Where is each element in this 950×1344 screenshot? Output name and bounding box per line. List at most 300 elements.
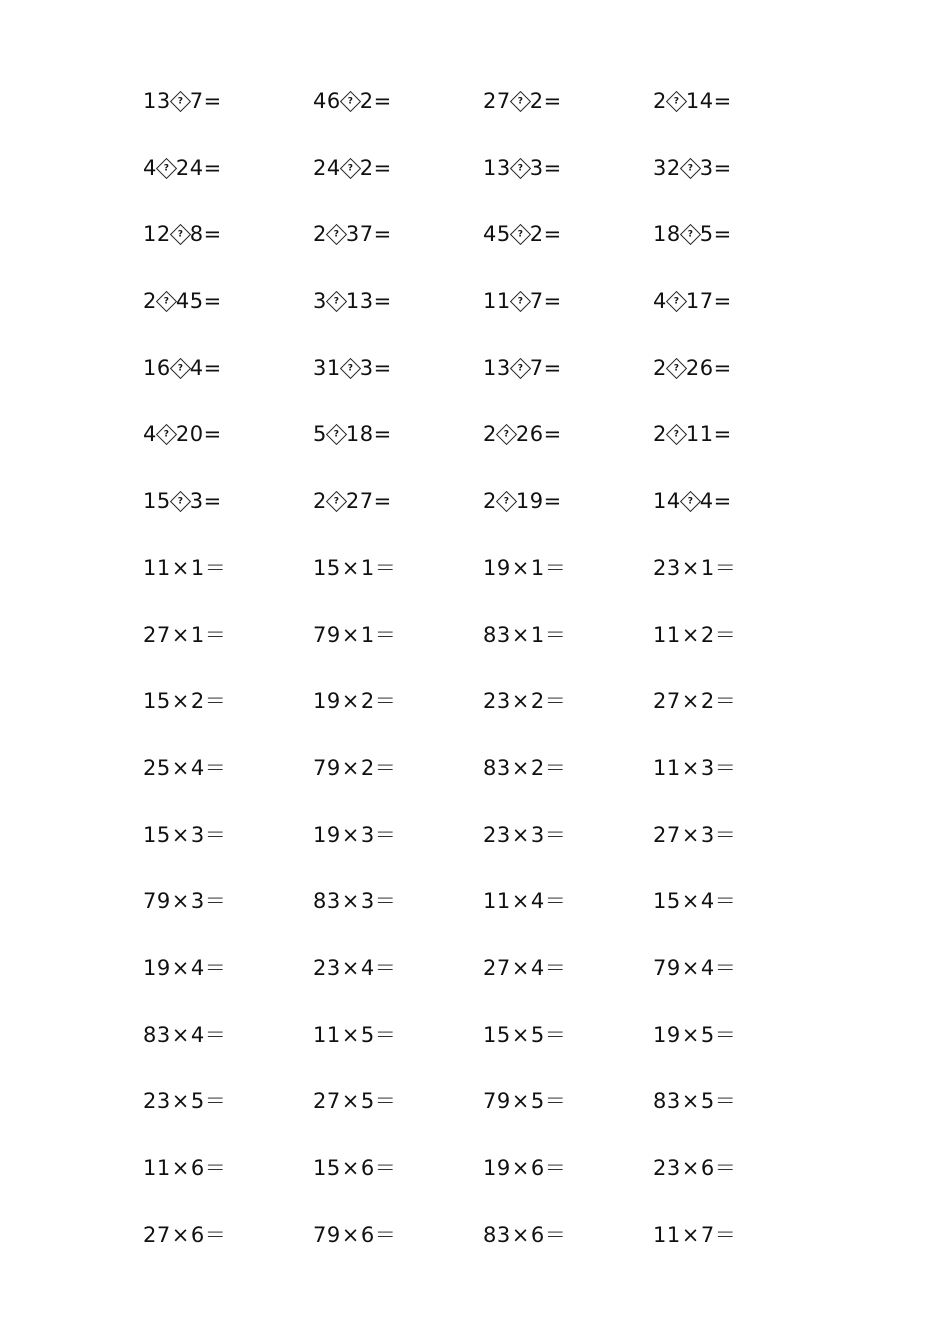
math-problem xyxy=(143,217,313,284)
math-problem xyxy=(313,951,483,1018)
operand-b: 3 xyxy=(360,822,375,847)
operand-b: 1 xyxy=(360,555,375,580)
math-problem xyxy=(653,551,823,618)
operand-b: 3 xyxy=(190,889,205,914)
operand-a: 32 xyxy=(653,155,681,180)
equals-sign: ＝ xyxy=(714,689,737,714)
unknown-operator-icon xyxy=(680,491,701,512)
operand-b: 3 xyxy=(700,755,715,780)
equals-sign: = xyxy=(713,222,732,247)
problem-grid xyxy=(143,84,823,1284)
equals-sign: ＝ xyxy=(374,955,397,980)
equals-sign: ＝ xyxy=(544,1222,567,1247)
unknown-operator-icon xyxy=(496,424,517,445)
operand-a: 23 xyxy=(483,822,511,847)
unknown-operator-icon xyxy=(326,424,347,445)
operand-a: 15 xyxy=(143,489,171,514)
math-problem xyxy=(313,618,483,685)
equals-sign: = xyxy=(543,422,562,447)
equals-sign: = xyxy=(543,155,562,180)
math-problem xyxy=(483,884,653,951)
operand-a: 27 xyxy=(143,622,171,647)
operand-b: 19 xyxy=(515,489,544,514)
equals-sign: = xyxy=(203,355,222,380)
math-problem xyxy=(653,884,823,951)
equals-sign: ＝ xyxy=(714,755,737,780)
equals-sign: ＝ xyxy=(714,889,737,914)
equals-sign: ＝ xyxy=(204,1089,227,1114)
equals-sign: ＝ xyxy=(374,822,397,847)
math-problem xyxy=(483,417,653,484)
operand-a: 2 xyxy=(313,222,327,247)
math-problem xyxy=(653,351,823,418)
operand-a: 23 xyxy=(313,955,341,980)
equals-sign: = xyxy=(373,422,392,447)
operand-b: 2 xyxy=(359,155,374,180)
operand-a: 4 xyxy=(143,155,157,180)
math-problem xyxy=(653,284,823,351)
operator: × xyxy=(341,1022,360,1047)
math-problem xyxy=(313,1218,483,1285)
operator: × xyxy=(341,755,360,780)
math-problem xyxy=(653,951,823,1018)
equals-sign: ＝ xyxy=(714,1022,737,1047)
operand-b: 7 xyxy=(700,1222,715,1247)
operand-b: 17 xyxy=(685,289,714,314)
unknown-operator-icon xyxy=(510,291,531,312)
equals-sign: = xyxy=(203,489,222,514)
operand-a: 79 xyxy=(313,1222,341,1247)
operand-a: 2 xyxy=(143,289,157,314)
operand-b: 5 xyxy=(530,1022,545,1047)
operand-a: 79 xyxy=(653,955,681,980)
unknown-operator-icon xyxy=(496,491,517,512)
math-problem xyxy=(313,1084,483,1151)
math-problem xyxy=(313,1151,483,1218)
math-problem xyxy=(483,351,653,418)
operand-b: 3 xyxy=(189,489,204,514)
operand-b: 7 xyxy=(189,89,204,113)
operand-a: 19 xyxy=(313,822,341,847)
equals-sign: ＝ xyxy=(204,955,227,980)
equals-sign: ＝ xyxy=(204,622,227,647)
operand-a: 11 xyxy=(143,555,171,580)
operator: × xyxy=(341,1156,360,1180)
operand-a: 2 xyxy=(483,489,497,514)
operator: × xyxy=(171,1089,190,1114)
equals-sign: ＝ xyxy=(374,1089,397,1114)
equals-sign: = xyxy=(713,89,732,113)
operand-b: 4 xyxy=(190,1022,205,1047)
operator: × xyxy=(341,889,360,914)
math-problem xyxy=(143,1151,313,1218)
equals-sign: ＝ xyxy=(374,555,397,580)
operand-a: 24 xyxy=(313,155,341,180)
unknown-operator-icon xyxy=(680,158,701,179)
math-problem xyxy=(483,618,653,685)
equals-sign: ＝ xyxy=(204,689,227,714)
operand-b: 26 xyxy=(685,355,714,380)
math-problem xyxy=(313,551,483,618)
math-problem xyxy=(313,684,483,751)
operator: × xyxy=(171,889,190,914)
operand-b: 3 xyxy=(699,155,714,180)
operator: × xyxy=(171,1022,190,1047)
equals-sign: ＝ xyxy=(374,689,397,714)
unknown-operator-icon xyxy=(666,291,687,312)
math-problem xyxy=(483,1084,653,1151)
operand-b: 14 xyxy=(685,89,714,113)
math-problem xyxy=(483,484,653,551)
math-problem xyxy=(313,217,483,284)
operator: × xyxy=(511,822,530,847)
operand-b: 5 xyxy=(700,1022,715,1047)
operator: × xyxy=(511,622,530,647)
math-problem xyxy=(653,1218,823,1285)
operand-b: 11 xyxy=(685,422,714,447)
operator: × xyxy=(681,1089,700,1114)
operator: × xyxy=(341,822,360,847)
operand-b: 5 xyxy=(700,1089,715,1114)
operand-b: 3 xyxy=(190,822,205,847)
equals-sign: = xyxy=(373,489,392,514)
operand-a: 15 xyxy=(313,555,341,580)
equals-sign: = xyxy=(713,155,732,180)
operator: × xyxy=(171,622,190,647)
equals-sign: ＝ xyxy=(204,1022,227,1047)
operand-b: 3 xyxy=(359,355,374,380)
operand-a: 11 xyxy=(483,889,511,914)
math-problem xyxy=(653,1084,823,1151)
math-problem xyxy=(483,1218,653,1285)
math-problem xyxy=(313,884,483,951)
math-problem xyxy=(653,618,823,685)
operator: × xyxy=(681,622,700,647)
operand-a: 83 xyxy=(483,622,511,647)
math-problem xyxy=(653,417,823,484)
math-problem xyxy=(143,484,313,551)
operand-b: 8 xyxy=(189,222,204,247)
equals-sign: ＝ xyxy=(374,889,397,914)
equals-sign: = xyxy=(543,355,562,380)
math-problem xyxy=(483,818,653,885)
math-problem xyxy=(653,1151,823,1218)
equals-sign: = xyxy=(373,155,392,180)
math-problem xyxy=(143,818,313,885)
equals-sign: ＝ xyxy=(204,1222,227,1247)
operand-a: 19 xyxy=(653,1022,681,1047)
operand-b: 3 xyxy=(360,889,375,914)
operator: × xyxy=(681,1022,700,1047)
unknown-operator-icon xyxy=(340,158,361,179)
math-problem xyxy=(483,151,653,218)
operand-a: 2 xyxy=(653,355,667,380)
unknown-operator-icon xyxy=(326,291,347,312)
math-problem xyxy=(653,818,823,885)
equals-sign: = xyxy=(713,489,732,514)
equals-sign: = xyxy=(373,355,392,380)
operand-b: 2 xyxy=(359,89,374,113)
operand-b: 37 xyxy=(345,222,374,247)
math-problem xyxy=(483,84,653,151)
operand-a: 19 xyxy=(313,689,341,714)
operand-a: 19 xyxy=(483,1156,511,1180)
operator: × xyxy=(681,689,700,714)
operator: × xyxy=(171,1156,190,1180)
operand-a: 31 xyxy=(313,355,341,380)
equals-sign: = xyxy=(543,289,562,314)
operand-b: 5 xyxy=(360,1089,375,1114)
unknown-operator-icon xyxy=(156,291,177,312)
operator: × xyxy=(171,1222,190,1247)
math-problem xyxy=(483,284,653,351)
equals-sign: ＝ xyxy=(374,1022,397,1047)
math-problem xyxy=(313,284,483,351)
math-problem xyxy=(483,951,653,1018)
operand-b: 6 xyxy=(530,1156,545,1180)
math-problem xyxy=(313,818,483,885)
unknown-operator-icon xyxy=(510,91,531,112)
operand-a: 12 xyxy=(143,222,171,247)
operand-a: 4 xyxy=(143,422,157,447)
equals-sign: ＝ xyxy=(204,889,227,914)
equals-sign: = xyxy=(543,489,562,514)
operand-a: 2 xyxy=(653,89,667,113)
math-problem xyxy=(313,417,483,484)
math-problem xyxy=(313,151,483,218)
equals-sign: ＝ xyxy=(714,1156,737,1180)
operand-b: 6 xyxy=(190,1222,205,1247)
operand-a: 45 xyxy=(483,222,511,247)
equals-sign: = xyxy=(713,422,732,447)
equals-sign: ＝ xyxy=(544,1156,567,1180)
unknown-operator-icon xyxy=(340,358,361,379)
operand-a: 19 xyxy=(143,955,171,980)
math-problem xyxy=(483,1151,653,1218)
operator: × xyxy=(681,555,700,580)
operand-b: 5 xyxy=(190,1089,205,1114)
unknown-operator-icon xyxy=(510,224,531,245)
operand-b: 1 xyxy=(190,555,205,580)
math-problem xyxy=(143,351,313,418)
math-problem xyxy=(313,84,483,151)
operand-b: 4 xyxy=(699,489,714,514)
operand-b: 20 xyxy=(175,422,204,447)
equals-sign: ＝ xyxy=(544,1022,567,1047)
unknown-operator-icon xyxy=(326,491,347,512)
operand-a: 23 xyxy=(653,555,681,580)
operand-a: 13 xyxy=(483,355,511,380)
unknown-operator-icon xyxy=(340,91,361,112)
math-problem xyxy=(483,1018,653,1085)
operand-a: 27 xyxy=(653,822,681,847)
operand-a: 15 xyxy=(143,689,171,714)
equals-sign: ＝ xyxy=(544,1089,567,1114)
operand-b: 1 xyxy=(190,622,205,647)
operator: × xyxy=(511,955,530,980)
unknown-operator-icon xyxy=(170,224,191,245)
operand-a: 27 xyxy=(483,89,511,113)
equals-sign: = xyxy=(203,155,222,180)
equals-sign: ＝ xyxy=(204,1156,227,1180)
operand-b: 4 xyxy=(189,355,204,380)
operand-b: 4 xyxy=(190,955,205,980)
operand-b: 3 xyxy=(700,822,715,847)
equals-sign: = xyxy=(543,222,562,247)
unknown-operator-icon xyxy=(666,424,687,445)
math-problem xyxy=(143,284,313,351)
math-problem xyxy=(143,1018,313,1085)
operand-a: 14 xyxy=(653,489,681,514)
math-problem xyxy=(313,1018,483,1085)
equals-sign: ＝ xyxy=(204,555,227,580)
operator: × xyxy=(681,955,700,980)
operator: × xyxy=(681,822,700,847)
math-problem xyxy=(653,217,823,284)
unknown-operator-icon xyxy=(170,91,191,112)
operand-a: 2 xyxy=(313,489,327,514)
operand-b: 2 xyxy=(529,222,544,247)
operand-a: 83 xyxy=(143,1022,171,1047)
operand-b: 2 xyxy=(529,89,544,113)
operand-b: 2 xyxy=(360,755,375,780)
equals-sign: ＝ xyxy=(714,622,737,647)
operator: × xyxy=(341,1089,360,1114)
operand-a: 25 xyxy=(143,755,171,780)
operator: × xyxy=(511,1156,530,1180)
operand-b: 7 xyxy=(529,289,544,314)
operand-b: 4 xyxy=(530,889,545,914)
operand-a: 2 xyxy=(483,422,497,447)
math-problem xyxy=(143,1084,313,1151)
operand-a: 11 xyxy=(143,1156,171,1180)
operand-a: 5 xyxy=(313,422,327,447)
operand-b: 6 xyxy=(190,1156,205,1180)
operand-a: 27 xyxy=(313,1089,341,1114)
operand-b: 6 xyxy=(360,1156,375,1180)
equals-sign: ＝ xyxy=(714,955,737,980)
operand-a: 27 xyxy=(653,689,681,714)
unknown-operator-icon xyxy=(156,424,177,445)
equals-sign: ＝ xyxy=(204,822,227,847)
operand-a: 83 xyxy=(483,1222,511,1247)
operand-a: 11 xyxy=(313,1022,341,1047)
operand-b: 2 xyxy=(530,689,545,714)
operand-a: 2 xyxy=(653,422,667,447)
operand-b: 5 xyxy=(360,1022,375,1047)
equals-sign: ＝ xyxy=(544,755,567,780)
unknown-operator-icon xyxy=(170,491,191,512)
equals-sign: ＝ xyxy=(374,1156,397,1180)
equals-sign: ＝ xyxy=(374,755,397,780)
operand-a: 27 xyxy=(483,955,511,980)
equals-sign: = xyxy=(203,89,222,113)
math-problem xyxy=(653,151,823,218)
equals-sign: = xyxy=(373,222,392,247)
operand-a: 4 xyxy=(653,289,667,314)
operand-b: 1 xyxy=(530,622,545,647)
operand-a: 16 xyxy=(143,355,171,380)
equals-sign: = xyxy=(713,289,732,314)
operator: × xyxy=(511,1089,530,1114)
equals-sign: = xyxy=(373,89,392,113)
equals-sign: ＝ xyxy=(714,555,737,580)
equals-sign: = xyxy=(203,289,222,314)
operand-b: 13 xyxy=(345,289,374,314)
operand-a: 11 xyxy=(653,755,681,780)
math-problem xyxy=(143,951,313,1018)
equals-sign: = xyxy=(543,89,562,113)
unknown-operator-icon xyxy=(510,358,531,379)
math-problem xyxy=(483,751,653,818)
operator: × xyxy=(171,555,190,580)
operand-b: 4 xyxy=(700,955,715,980)
operand-b: 27 xyxy=(345,489,374,514)
equals-sign: ＝ xyxy=(714,1222,737,1247)
equals-sign: ＝ xyxy=(544,822,567,847)
equals-sign: ＝ xyxy=(544,889,567,914)
operand-b: 7 xyxy=(529,355,544,380)
math-problem xyxy=(313,751,483,818)
math-problem xyxy=(143,684,313,751)
operand-b: 2 xyxy=(190,689,205,714)
operator: × xyxy=(511,555,530,580)
equals-sign: ＝ xyxy=(544,689,567,714)
unknown-operator-icon xyxy=(326,224,347,245)
equals-sign: = xyxy=(203,222,222,247)
equals-sign: = xyxy=(713,355,732,380)
equals-sign: ＝ xyxy=(544,622,567,647)
operand-a: 27 xyxy=(143,1222,171,1247)
operand-b: 4 xyxy=(700,889,715,914)
operand-b: 4 xyxy=(360,955,375,980)
operand-a: 79 xyxy=(483,1089,511,1114)
operator: × xyxy=(341,689,360,714)
operator: × xyxy=(171,689,190,714)
math-problem xyxy=(653,84,823,151)
operand-a: 79 xyxy=(313,622,341,647)
equals-sign: ＝ xyxy=(544,955,567,980)
operand-b: 2 xyxy=(530,755,545,780)
math-problem xyxy=(143,884,313,951)
operand-a: 11 xyxy=(653,1222,681,1247)
operator: × xyxy=(341,1222,360,1247)
operator: × xyxy=(171,955,190,980)
equals-sign: = xyxy=(203,422,222,447)
operand-a: 83 xyxy=(653,1089,681,1114)
operator: × xyxy=(511,889,530,914)
operand-b: 6 xyxy=(360,1222,375,1247)
operand-a: 23 xyxy=(143,1089,171,1114)
math-problem xyxy=(653,751,823,818)
equals-sign: ＝ xyxy=(544,555,567,580)
operator: × xyxy=(341,955,360,980)
math-problem xyxy=(143,551,313,618)
equals-sign: = xyxy=(373,289,392,314)
math-problem xyxy=(143,151,313,218)
operand-b: 24 xyxy=(175,155,204,180)
operand-a: 3 xyxy=(313,289,327,314)
operand-b: 6 xyxy=(700,1156,715,1180)
operand-b: 2 xyxy=(360,689,375,714)
math-problem xyxy=(483,684,653,751)
operand-a: 83 xyxy=(483,755,511,780)
operator: × xyxy=(681,1222,700,1247)
unknown-operator-icon xyxy=(666,358,687,379)
math-problem xyxy=(143,84,313,151)
equals-sign: ＝ xyxy=(204,755,227,780)
operand-b: 26 xyxy=(515,422,544,447)
